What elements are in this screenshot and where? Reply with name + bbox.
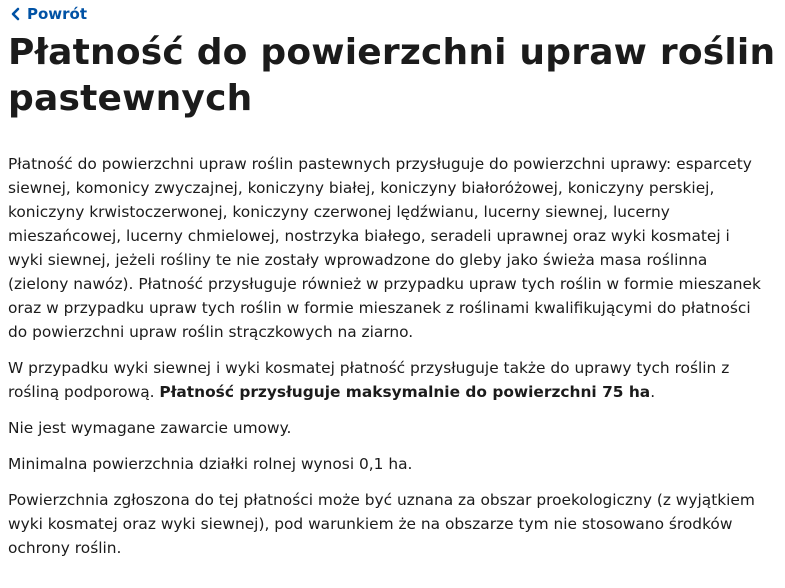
max-area-period: . — [650, 383, 656, 401]
back-link[interactable] — [10, 5, 87, 23]
max-area-notice: Płatność przysługuje maksymalnie do powierzchni 75 ha — [159, 383, 651, 401]
paragraph-no-contract: Nie jest wymagane zawarcie umowy. — [8, 419, 292, 437]
paragraph-min-area: Minimalna powierzchnia działki rolnej wynosi 0,1 ha. — [8, 455, 413, 473]
back-link-label: Powrót — [27, 5, 88, 23]
chevron-left-icon — [10, 7, 22, 21]
support-plant-text: W przypadku wyki siewnej i wyki kosmatej płatność przysługuje także do uprawy tych roślin z rośliną podporową. — [8, 359, 730, 401]
paragraph-support-plant — [8, 356, 768, 404]
paragraph-eligibility: Płatność do powierzchni upraw roślin pastewnych przysługuje do powierzchni uprawy: esparcety siewnej, komonicy zwyczajnej, koniczyny białej, koniczyny białoróżowej, koniczyny perskiej, koniczyny krwistoczerwonej, koniczyny czerwonej lędźwianu, lucerny siewnej, lucerny mieszańcowej, lucerny chmielowej, nostrzyka białego, seradeli uprawnej oraz wyki kosmatej i wyki siewnej, jeżeli rośliny te nie zostały wprowadzone do gleby jako świeża masa roślinna (zielony nawóz). Płatność przysługuje również w przypadku upraw tych roślin w formie mieszanek oraz w przypadku upraw tych roślin w formie mieszanek z roślinami kwalifikującymi do płatności do powierzchni upraw roślin strączkowych na ziarno. — [8, 155, 761, 341]
page-title: Płatność do powierzchni upraw roślin pastewnych — [8, 32, 776, 119]
paragraph-ecological-area: Powierzchnia zgłoszona do tej płatności może być uznana za obszar proekologiczny (z wyjątkiem wyki kosmatej oraz wyki siewnej), pod warunkiem że na obszarze tym nie stosowano środków ochrony roślin. — [8, 491, 755, 557]
article-body — [8, 152, 768, 572]
